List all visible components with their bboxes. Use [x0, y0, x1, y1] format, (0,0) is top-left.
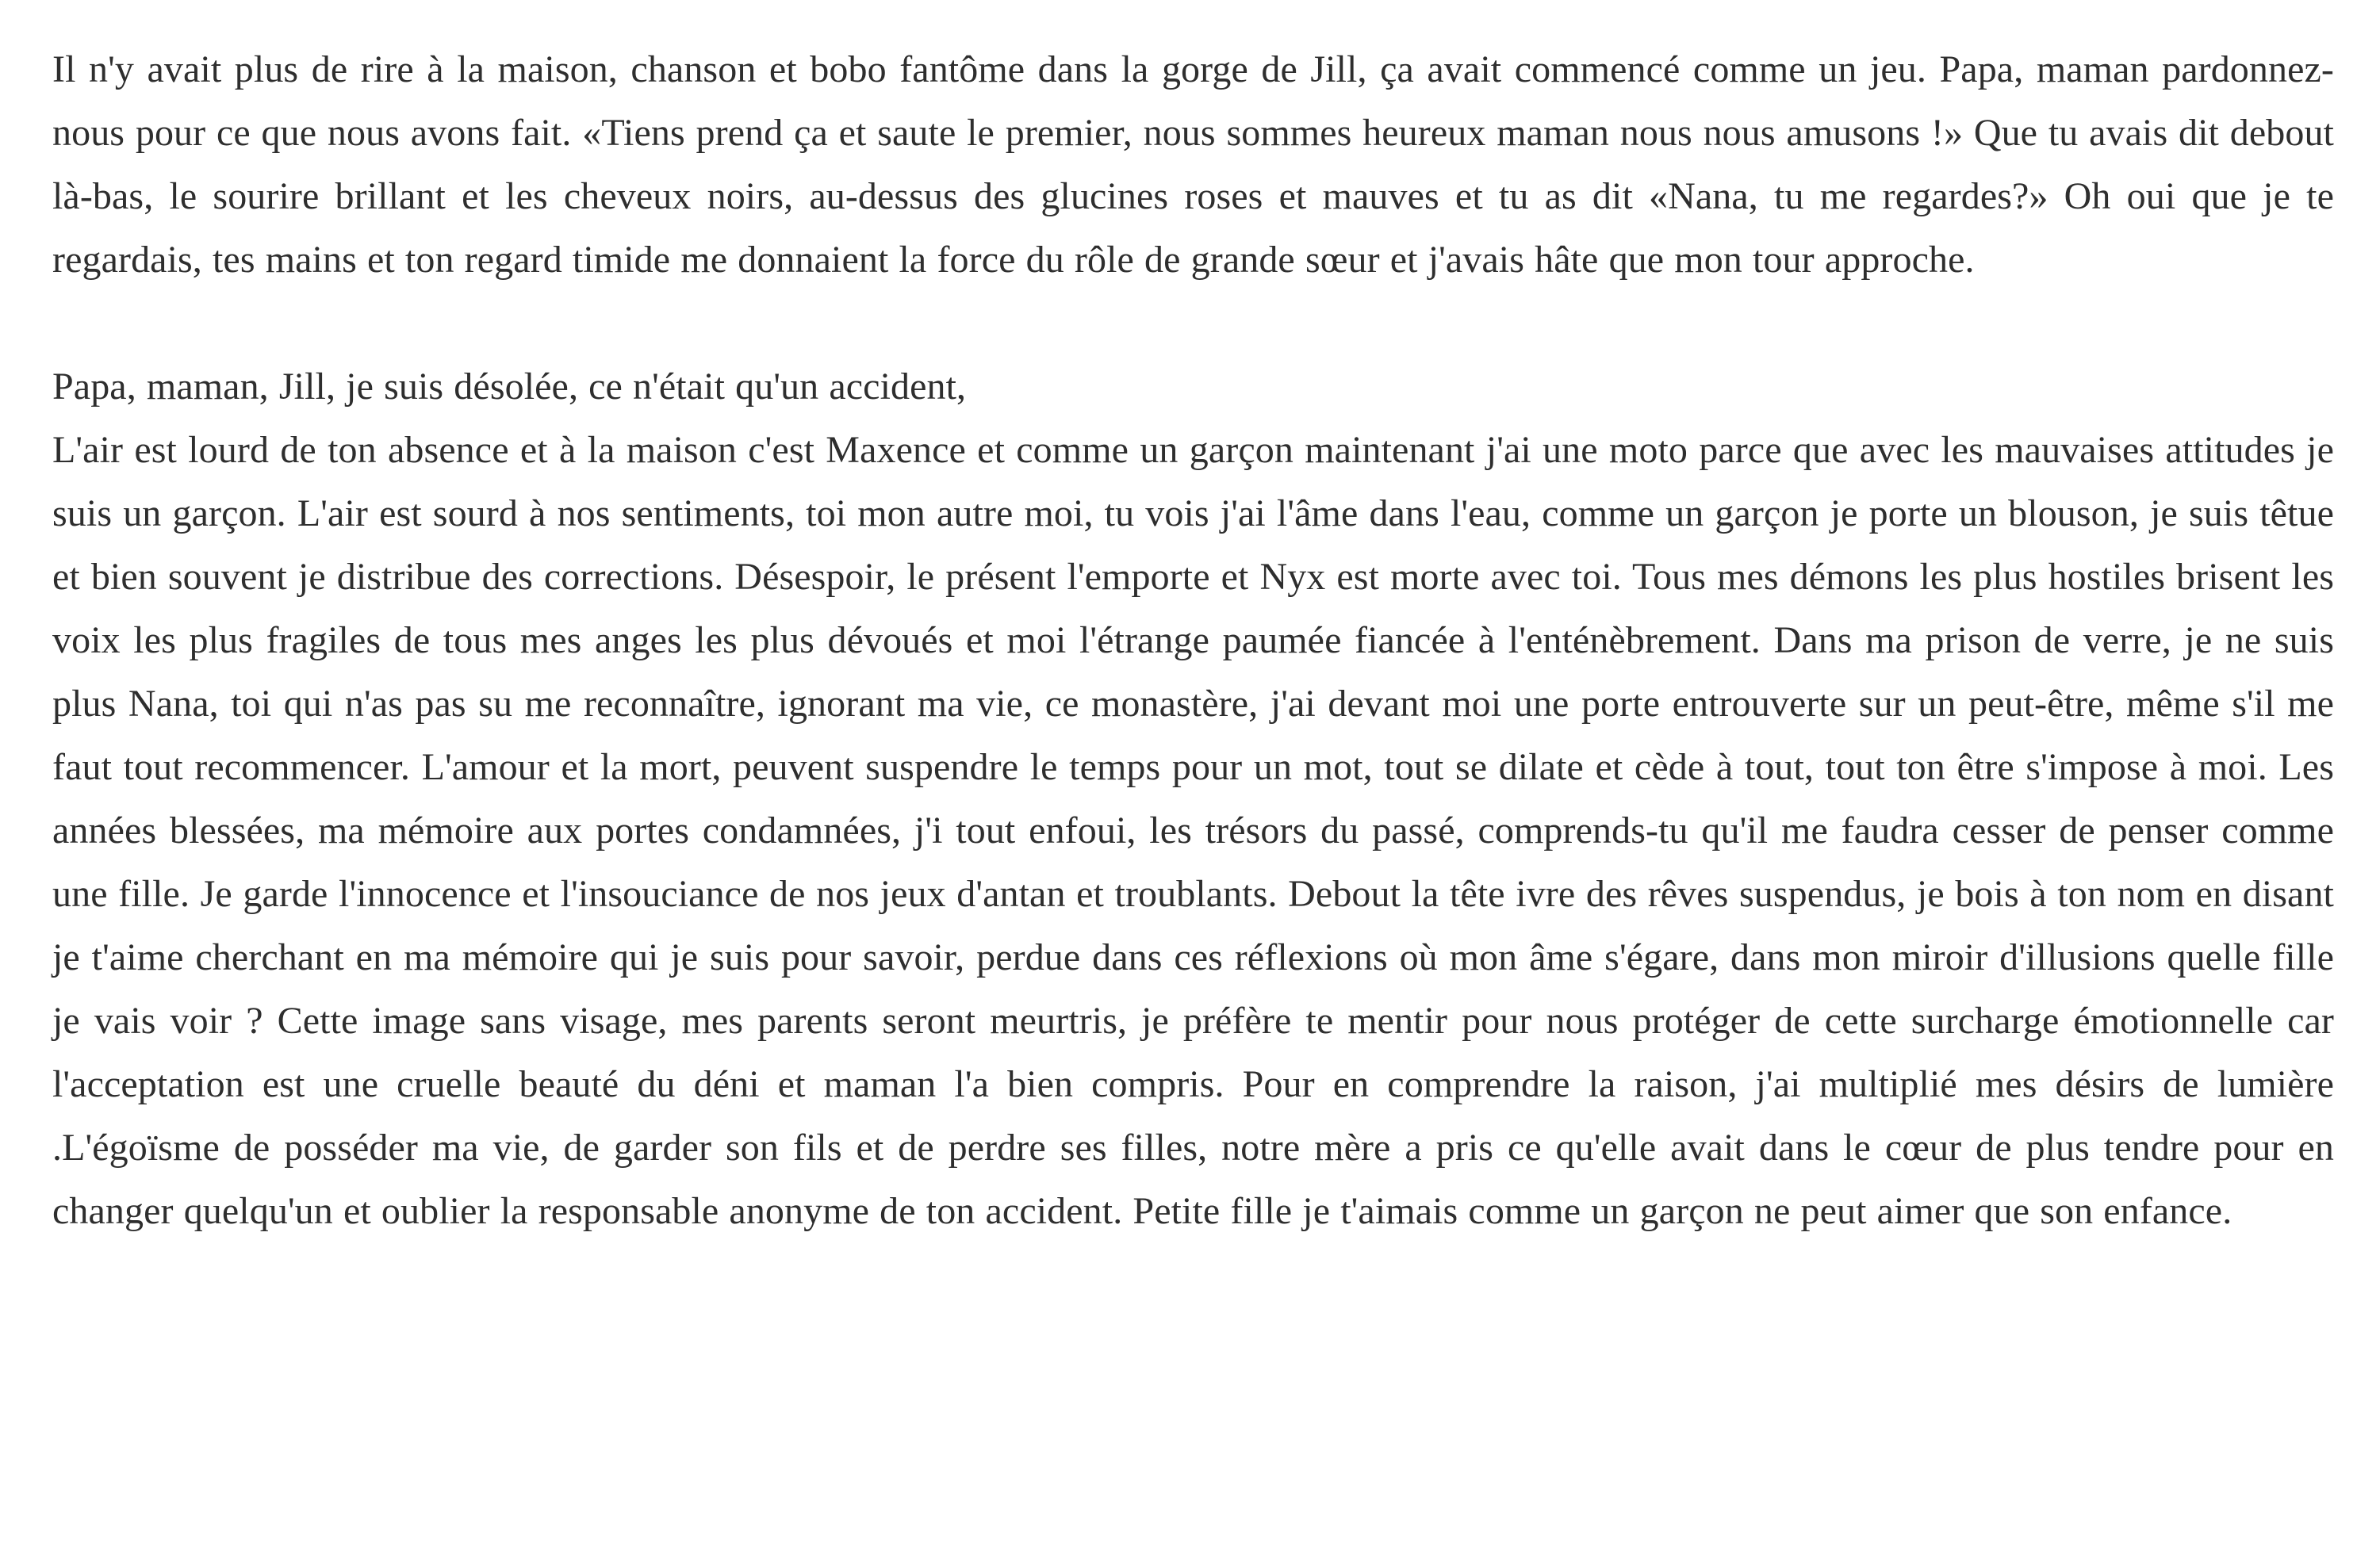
paragraph-1: Il n'y avait plus de rire à la maison, chanson et bobo fantôme dans la gorge de Jill, ça avait commencé comme un jeu. Papa, maman pardonnez-nous pour ce que nous avons fait. «Tiens prend ça et saute le premier, nous sommes heureux maman nous nous amusons !» Que tu avais dit debout là-bas, le sourire brillant et les cheveux noirs, au-dessus des glucines roses et mauves et tu as dit «Nana, tu me regardes?» Oh oui que je te regardais, tes mains et ton regard timide me donnaient la force du rôle de grande sœur et j'avais hâte que mon tour approche.	[52, 48, 2334, 281]
paragraph-2: Papa, maman, Jill, je suis désolée, ce n'était qu'un accident,	[52, 365, 967, 408]
paragraph-3: L'air est lourd de ton absence et à la maison c'est Maxence et comme un garçon maintenant j'ai une moto parce que avec les mauvaises attitudes je suis un garçon. L'air est sourd à nos sentiments, toi mon autre moi, tu vois j'ai l'âme dans l'eau, comme un garçon je porte un blouson, je suis têtue et bien souvent je distribue des corrections. Désespoir, le présent l'emporte et Nyx est morte avec toi. Tous mes démons les plus hostiles brisent les voix les plus fragiles de tous mes anges les plus dévoués et moi l'étrange paumée fiancée à l'enténèbrement. Dans ma prison de verre, je ne suis plus Nana, toi qui n'as pas su me reconnaître, ignorant ma vie, ce monastère, j'ai devant moi une porte entrouverte sur un peut-être, même s'il me faut tout recommencer. L'amour et la mort, peuvent suspendre le temps pour un mot, tout se dilate et cède à tout, tout ton être s'impose à moi. Les années blessées, ma mémoire aux portes condamnées, j'i tout enfoui, les trésors du passé, comprends-tu qu'il me faudra cesser de penser comme une fille. Je garde l'innocence et l'insouciance de nos jeux d'antan et troublants. Debout la tête ivre des rêves suspendus, je bois à ton nom en disant je t'aime cherchant en ma mémoire qui je suis pour savoir, perdue dans ces réflexions où mon âme s'égare, dans mon miroir d'illusions quelle fille je vais voir ? Cette image sans visage, mes parents seront meurtris, je préfère te mentir pour nous protéger de cette surcharge émotionnelle car l'acceptation est une cruelle beauté du déni et maman l'a bien compris. Pour en comprendre la raison, j'ai multiplié mes désirs de lumière .L'égoïsme de posséder ma vie, de garder son fils et de perdre ses filles, notre mère a pris ce qu'elle avait dans le cœur de plus tendre pour en changer quelqu'un et oublier la responsable anonyme de ton accident. Petite fille je t'aimais comme un garçon ne peut aimer que son enfance.	[52, 429, 2334, 1232]
